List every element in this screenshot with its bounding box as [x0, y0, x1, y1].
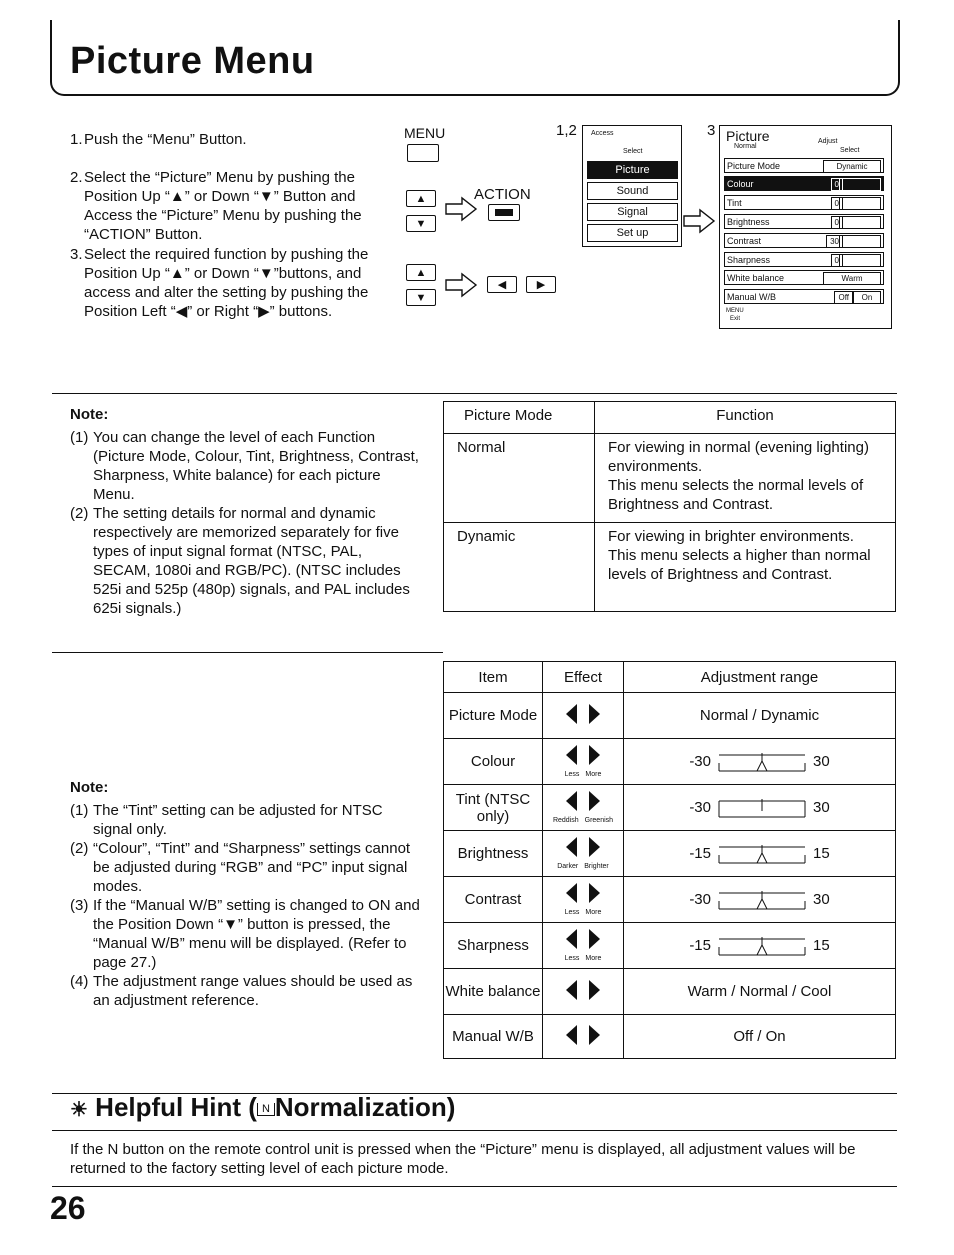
table-row: Dynamic For viewing in brighter environments. This menu selects a higher than normal levels of Brightness and Contrast.	[444, 523, 896, 612]
step-12-label: 1,2	[556, 122, 577, 139]
up-button[interactable]	[406, 190, 436, 207]
left-triangle-icon	[566, 745, 577, 765]
divider	[52, 393, 897, 394]
picture-mode-table	[443, 401, 896, 612]
right-button[interactable]	[526, 276, 556, 293]
left-arrow-icon: ◀	[497, 279, 507, 291]
table-row: Sharpness Less More -15 15	[444, 923, 896, 969]
table-row: Brightness Darker Brighter -15 15	[444, 831, 896, 877]
effect-cell	[543, 1015, 624, 1059]
right-triangle-icon	[589, 704, 600, 724]
range-scale-icon	[717, 843, 807, 865]
range-scale-icon	[717, 751, 807, 773]
range-scale-icon	[717, 889, 807, 911]
slider-bar	[839, 178, 881, 191]
divider	[52, 1186, 897, 1187]
effect-cell: Less More	[543, 739, 624, 785]
right-triangle-icon	[589, 980, 600, 1000]
osd-mode: Normal	[734, 143, 757, 150]
note-item: (1) You can change the level of each Function (Picture Mode, Colour, Tint, Brightness, Contrast, Sharpness, White balance) for each picture Menu.	[70, 429, 419, 503]
arrow-right-icon	[682, 208, 716, 234]
menu-item-signal[interactable]: Signal	[587, 203, 678, 221]
table-row: Manual W/B Off / On	[444, 1015, 896, 1059]
table-row: Tint (NTSC only) Reddish Greenish -30 30	[444, 785, 896, 831]
note-item: (3) If the “Manual W/B” setting is changed to ON and the Position Down “▼” button is pressed, the “Manual W/B” menu will be displayed. (Refer to page 27.)	[70, 897, 420, 971]
slider-bar	[839, 235, 881, 248]
lightbulb-icon: ☀	[70, 1099, 88, 1121]
down-button-2[interactable]	[406, 289, 436, 306]
slider-bar	[839, 216, 881, 229]
osd-row-colour[interactable]: Colour 0	[724, 176, 884, 191]
up-arrow-icon: ▲	[415, 266, 427, 279]
table-header: Effect	[543, 662, 624, 693]
range-scale-icon	[717, 797, 807, 819]
osd-row-sharpness[interactable]: Sharpness 0	[724, 252, 884, 267]
select-hint: Select	[623, 148, 643, 155]
divider	[52, 1130, 897, 1131]
menu-label: MENU	[404, 125, 446, 141]
left-triangle-icon	[566, 791, 577, 811]
menu-item-setup[interactable]: Set up	[587, 224, 678, 242]
effect-cell	[543, 969, 624, 1015]
note-item: (4) The adjustment range values should be used as an adjustment reference.	[70, 973, 413, 1009]
adjust-hint: Adjust	[818, 138, 838, 145]
right-triangle-icon	[589, 883, 600, 903]
left-triangle-icon	[566, 929, 577, 949]
range-scale-icon	[717, 935, 807, 957]
adjustment-table	[443, 661, 896, 1059]
left-triangle-icon	[566, 704, 577, 724]
right-arrow-icon: ▶	[536, 279, 546, 291]
table-row: White balance Warm / Normal / Cool	[444, 969, 896, 1015]
osd-row-brightness[interactable]: Brightness 0	[724, 214, 884, 229]
menu-item-sound[interactable]: Sound	[587, 182, 678, 200]
note-2	[70, 801, 420, 1010]
table-row: Colour Less More -30 30	[444, 739, 896, 785]
hint-text: If the N button on the remote control unit is pressed when the “Picture” menu is displayed, all adjustment values will be returned to the factory setting level of each picture mode.	[70, 1141, 856, 1177]
osd-row-white-balance[interactable]: White balance Warm	[724, 270, 884, 285]
action-label: ACTION	[474, 186, 531, 203]
table-row: Picture Mode Normal / Dynamic	[444, 693, 896, 739]
action-bar-icon	[495, 209, 513, 216]
note-item: (2) The setting details for normal and dynamic respectively are memorized separately for five types of input signal format (NTSC, PAL, SECAM, 1080i and RGB/PC). (NTSC includes 525i and 525p (480p) signals, and PAL includes 625i signals.)	[70, 505, 410, 617]
right-triangle-icon	[589, 837, 600, 857]
exit-menu-label: MENU	[726, 308, 744, 314]
select-hint: Select	[840, 147, 860, 154]
effect-cell: Less More	[543, 923, 624, 969]
right-triangle-icon	[589, 791, 600, 811]
left-triangle-icon	[566, 1025, 577, 1045]
left-triangle-icon	[566, 883, 577, 903]
note-heading: Note:	[70, 406, 109, 423]
hint-title: ☀ Helpful Hint ( N Normalization)	[70, 1092, 456, 1122]
note-item: (1) The “Tint” setting can be adjusted for NTSC signal only.	[70, 802, 383, 838]
divider	[52, 652, 443, 653]
table-row: Normal For viewing in normal (evening lighting) environments. This menu selects the normal levels of Brightness and Contrast.	[444, 434, 896, 523]
n-key-icon: N	[257, 1103, 275, 1116]
down-button[interactable]	[406, 215, 436, 232]
osd-row-contrast[interactable]: Contrast 30	[724, 233, 884, 248]
action-button[interactable]	[488, 204, 520, 221]
slider-bar	[839, 197, 881, 210]
table-header: Function	[595, 402, 896, 434]
up-arrow-icon: ▲	[415, 192, 427, 205]
main-menu-osd	[582, 125, 682, 247]
step-2: 2. Select the “Picture” Menu by pushing the Position Up “▲” or Down “▼” Button and Access the “Picture” Menu by pushing the “ACTION” Button.	[70, 169, 362, 243]
arrow-right-icon	[444, 196, 478, 222]
right-triangle-icon	[589, 1025, 600, 1045]
arrow-right-icon	[444, 272, 478, 298]
step-3-label: 3	[707, 122, 716, 139]
note-heading: Note:	[70, 779, 109, 796]
effect-cell	[543, 693, 624, 739]
table-row: Contrast Less More -30 30	[444, 877, 896, 923]
step-3: 3. Select the required function by pushing the Position Up “▲” or Down “▼”buttons, and access and alter the setting by pushing the Position Left “◀” or Right “▶” buttons.	[70, 246, 369, 320]
osd-row-manual-wb[interactable]: Manual W/B Off On	[724, 289, 884, 304]
osd-row-tint[interactable]: Tint 0	[724, 195, 884, 210]
page-title: Picture Menu	[70, 40, 315, 82]
effect-cell: Darker Brighter	[543, 831, 624, 877]
picture-menu-osd	[719, 125, 892, 329]
table-header: Picture Mode	[444, 402, 595, 434]
right-triangle-icon	[589, 929, 600, 949]
effect-cell: Reddish Greenish	[543, 785, 624, 831]
page-number: 26	[50, 1190, 86, 1226]
osd-row-picture-mode[interactable]: Picture Mode Dynamic	[724, 158, 884, 173]
left-triangle-icon	[566, 980, 577, 1000]
table-header: Adjustment range	[624, 662, 896, 693]
note-item: (2) “Colour”, “Tint” and “Sharpness” settings cannot be adjusted during “RGB” and “PC” input signal modes.	[70, 840, 411, 895]
up-button-2[interactable]	[406, 264, 436, 281]
exit-label: Exit	[730, 316, 741, 322]
down-arrow-icon: ▼	[415, 291, 427, 304]
table-header: Item	[444, 662, 543, 693]
access-hint: Access	[591, 130, 614, 137]
right-triangle-icon	[589, 745, 600, 765]
menu-item-picture[interactable]: Picture	[587, 161, 678, 179]
left-button[interactable]	[487, 276, 517, 293]
step-1: 1. Push the “Menu” Button.	[70, 131, 247, 148]
left-triangle-icon	[566, 837, 577, 857]
note-1	[70, 428, 420, 618]
down-arrow-icon: ▼	[415, 217, 427, 230]
effect-cell: Less More	[543, 877, 624, 923]
osd-title: Picture	[726, 128, 770, 144]
slider-bar	[839, 254, 881, 267]
menu-button[interactable]	[407, 144, 439, 162]
